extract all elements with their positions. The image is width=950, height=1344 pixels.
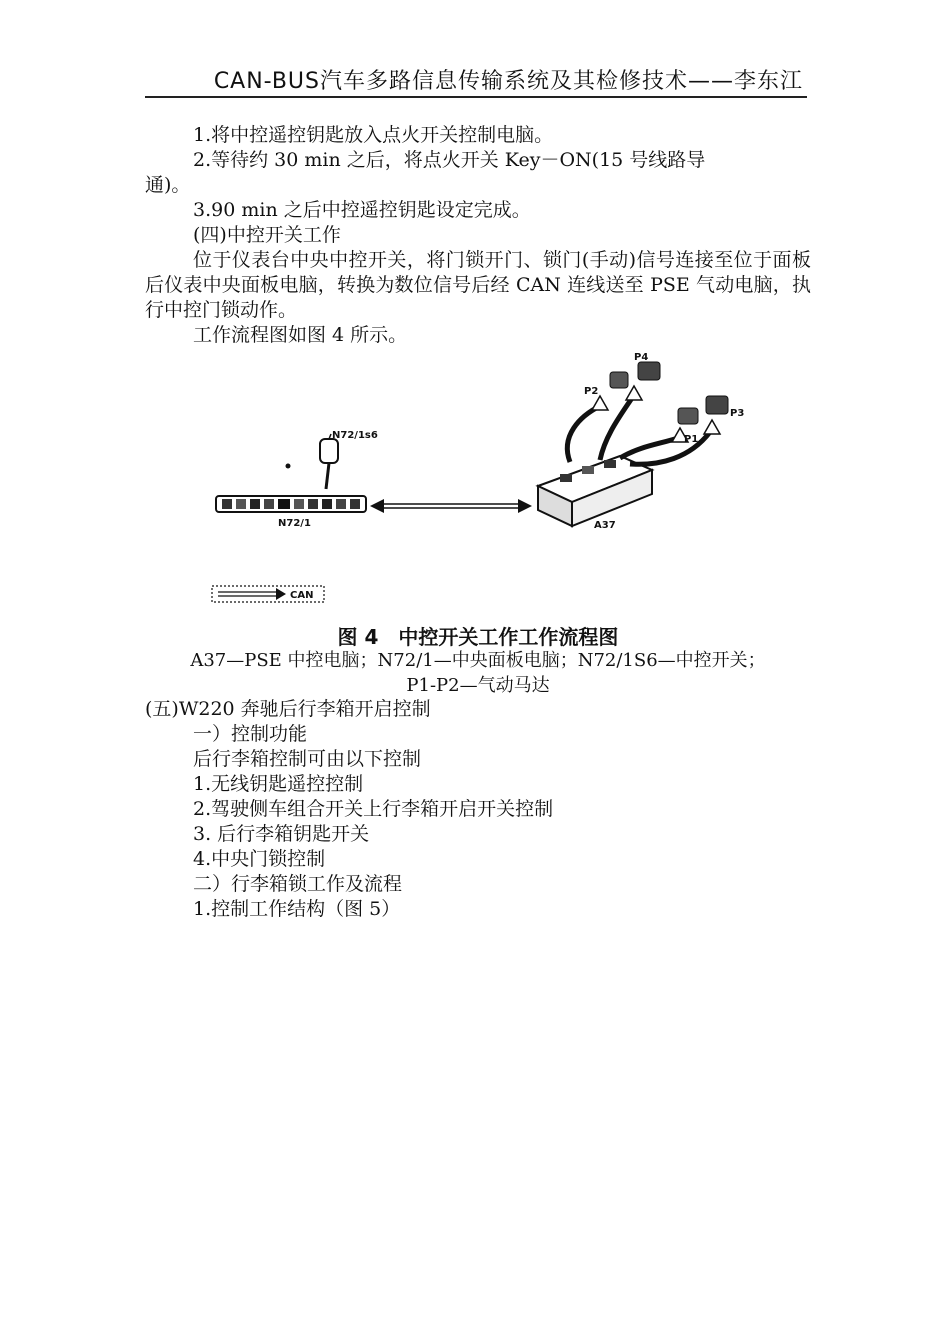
legend-line-2: P1-P2—气动马达 (406, 675, 550, 696)
list-item-1: 1.无线钥匙遥控控制 (193, 773, 364, 795)
list-item-4: 4.中央门锁控制 (193, 848, 326, 870)
motor-p3-icon (706, 396, 728, 414)
label-p4: P4 (634, 352, 649, 363)
legend-line-1: A37—PSE 中控电脑；N72/1—中央面板电脑；N72/1S6—中控开关； (190, 650, 766, 671)
body-text (145, 123, 811, 348)
label-p2: P2 (584, 386, 599, 397)
trunk-section (145, 697, 811, 922)
sub-heading-trunk-lock: 二）行李箱锁工作及流程 (193, 873, 403, 895)
motor-p1-icon (678, 408, 698, 424)
label-panel: N72/1 (278, 518, 311, 529)
central-switch-icon (320, 434, 338, 489)
figure-legend (145, 648, 811, 698)
sub-heading-control-function: 一）控制功能 (193, 723, 308, 745)
paragraph-step-2-cont: 通)。 (145, 174, 191, 196)
figure-caption: 图 4 中控开关工作工作流程图 (337, 625, 619, 649)
arrow-p4 (626, 386, 642, 400)
motor-p4-icon (638, 362, 660, 380)
list-item-2: 2.驾驶侧车组合开关上行李箱开启开关控制 (193, 798, 554, 820)
dot-mark (286, 464, 291, 469)
paragraph-figure-ref: 工作流程图如图 4 所示。 (193, 324, 408, 346)
can-double-arrow (370, 499, 532, 513)
label-can: CAN (290, 590, 314, 601)
hose-p1 (620, 438, 678, 458)
list-item-3: 3. 后行李箱钥匙开关 (193, 823, 370, 845)
arrow-p2 (592, 396, 608, 410)
paragraph-step-1: 1.将中控遥控钥匙放入点火开关控制电脑。 (193, 124, 554, 146)
paragraph-description: 位于仪表台中央中控开关，将门锁开门、锁门(手动)信号连接至位于面板后仪表中央面板电脑，转换为数位信号后经 CAN 连线送至 PSE 气动电脑，执行中控门锁动作。 (145, 249, 811, 321)
section-heading-4: (四)中控开关工作 (193, 224, 341, 246)
label-switch: N72/1s6 (332, 430, 378, 441)
hose-p2 (567, 406, 600, 462)
page-header (145, 62, 807, 98)
paragraph-step-2: 2.等待约 30 min 之后，将点火开关 Key－ON(15 号线路导 (193, 149, 706, 171)
section-heading-5: (五)W220 奔驰后行李箱开启控制 (145, 698, 431, 720)
header-title: CAN-BUS汽车多路信息传输系统及其检修技术——李东江 (213, 69, 803, 94)
label-p1: P1 (684, 434, 699, 445)
central-panel-icon (216, 496, 366, 512)
line-control-structure: 1.控制工作结构（图 5） (193, 898, 401, 920)
arrow-p3 (704, 420, 720, 434)
flow-diagram-svg (200, 346, 780, 614)
motor-p2-icon (610, 372, 628, 388)
label-p3: P3 (730, 408, 745, 419)
figure-4-diagram (200, 346, 780, 614)
paragraph-step-3: 3.90 min 之后中控遥控钥匙设定完成。 (193, 199, 531, 221)
line-control-intro: 后行李箱控制可由以下控制 (193, 748, 422, 770)
label-pse: A37 (594, 520, 616, 531)
